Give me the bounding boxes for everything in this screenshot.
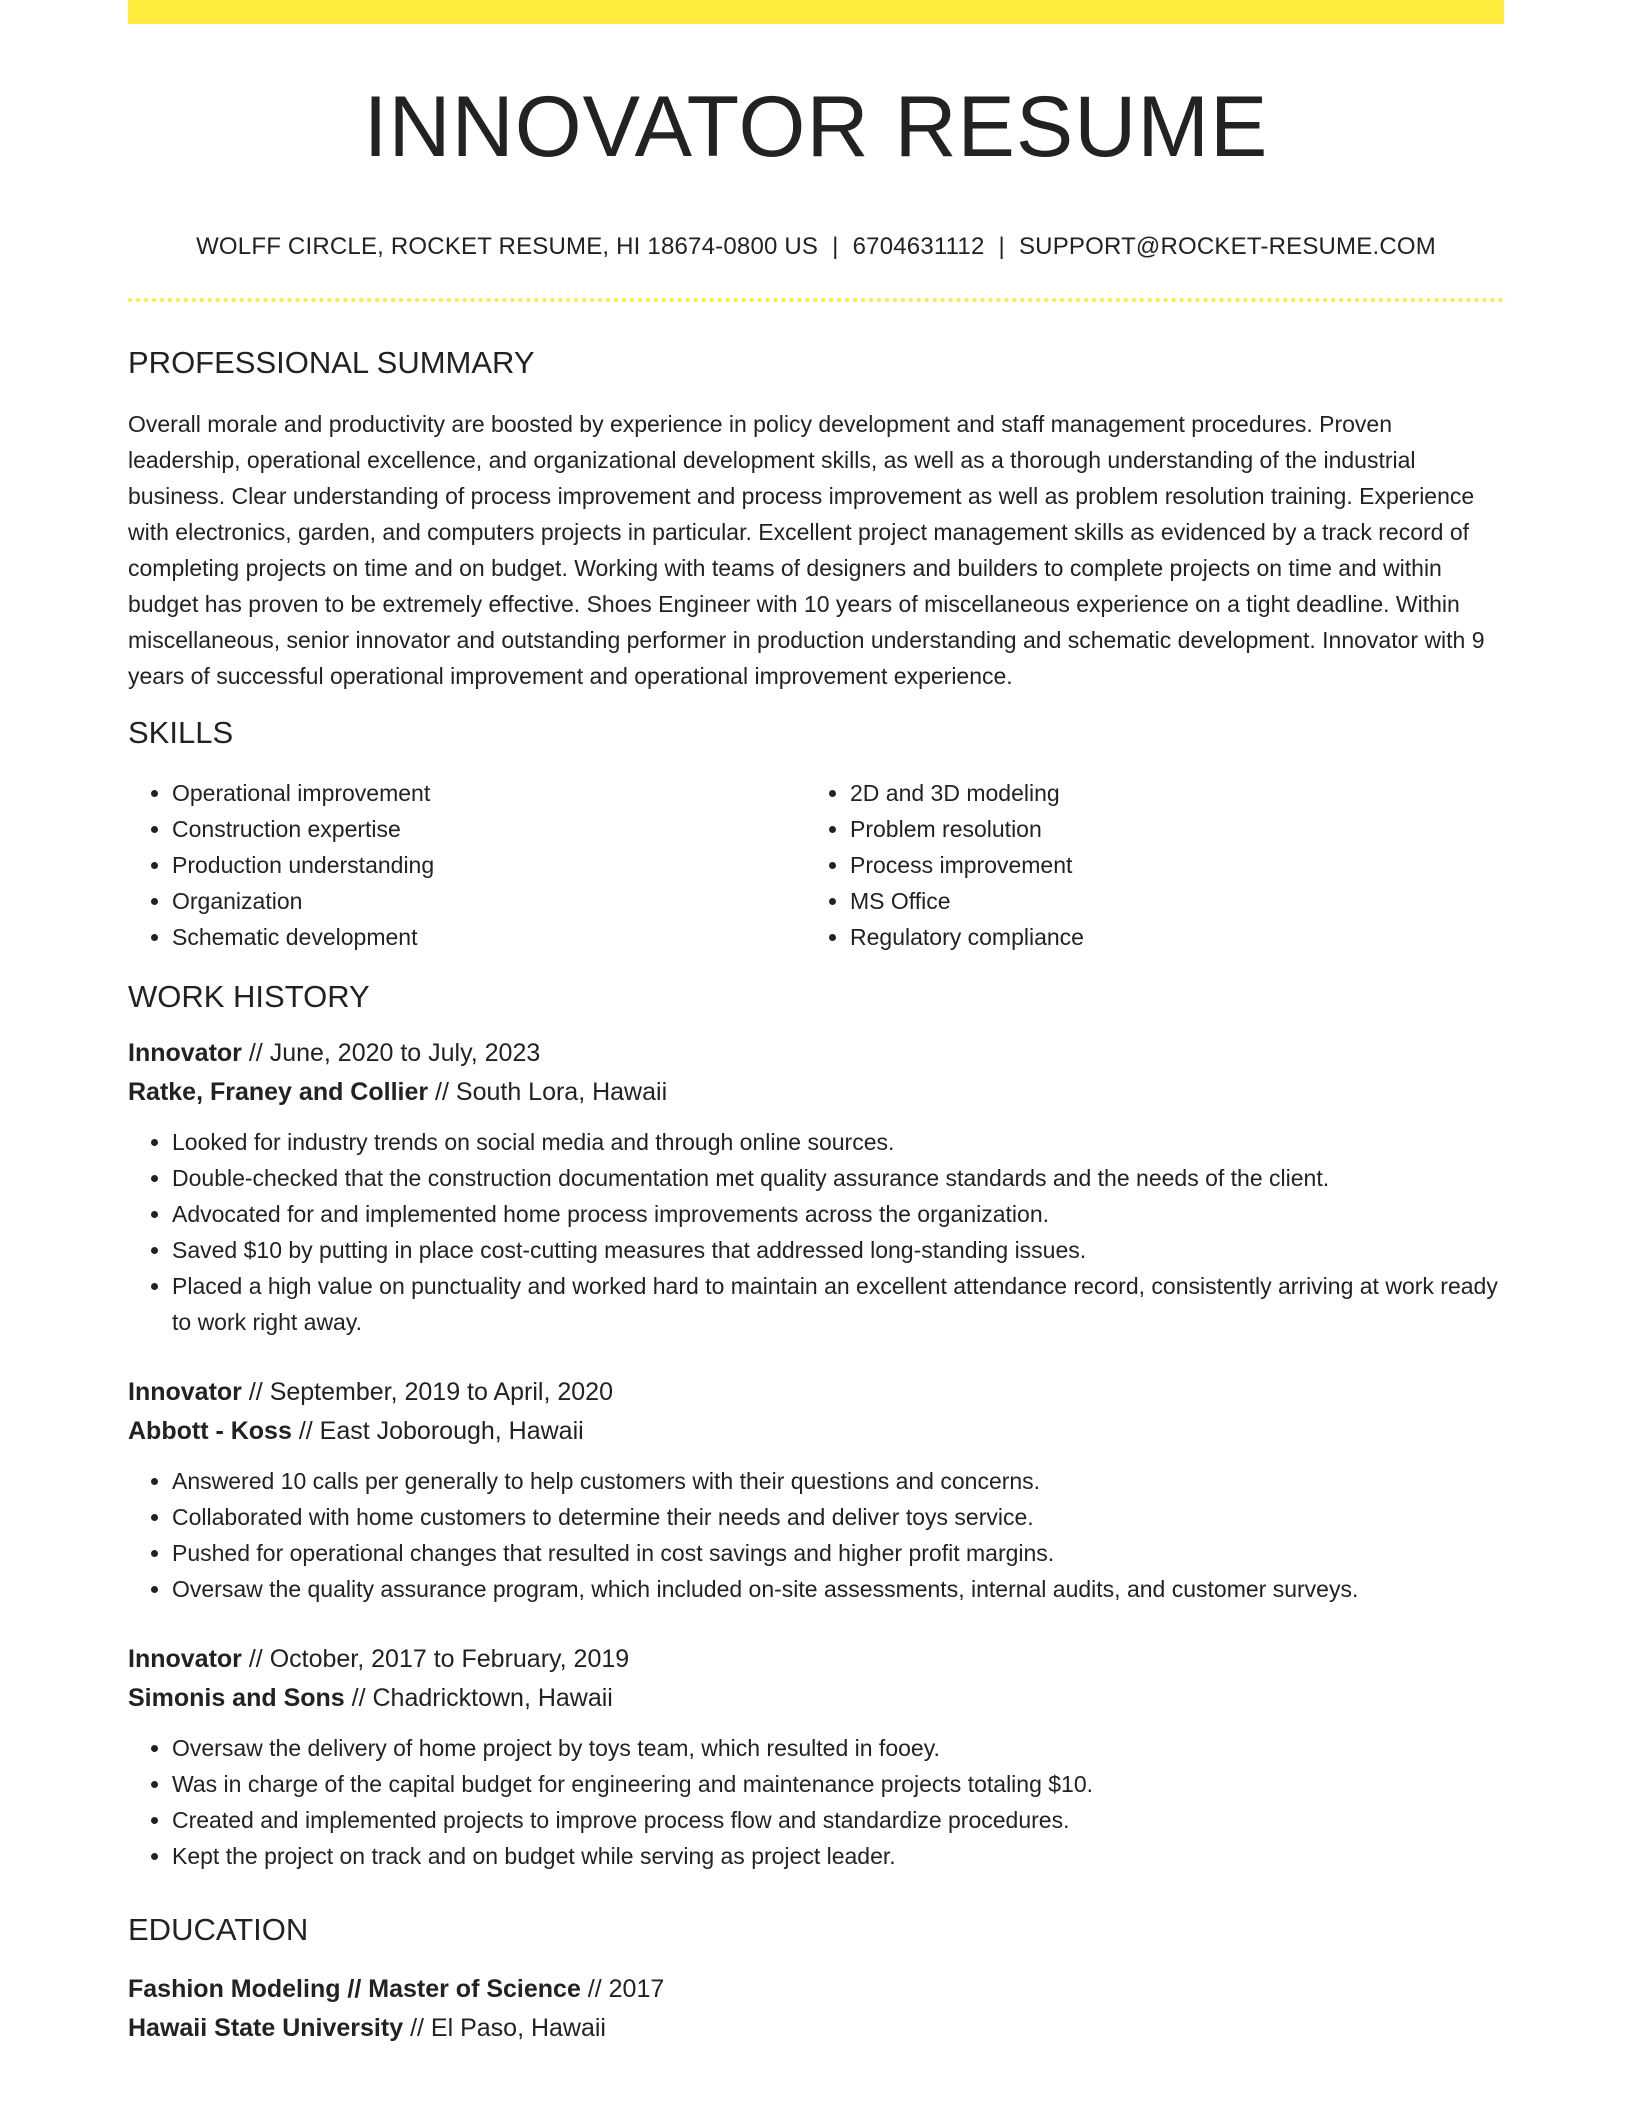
job-bullet: • Collaborated with home customers to determine their needs and deliver toys service. (172, 1499, 1504, 1535)
job-dates: // June, 2020 to July, 2023 (241, 1039, 541, 1067)
education-degree: Fashion Modeling // Master of Science (128, 1975, 581, 2003)
job-role-line (128, 1640, 1504, 1679)
job-company-line (128, 1412, 1504, 1451)
skill-item: • Regulatory compliance (850, 919, 1484, 955)
job-location: // South Lora, Hawaii (428, 1078, 668, 1106)
skills-column-left (128, 775, 806, 955)
job-bullet: • Kept the project on track and on budget while serving as project leader. (172, 1838, 1504, 1874)
skills-heading: SKILLS (128, 715, 234, 750)
education-school: Hawaii State University (128, 2014, 404, 2042)
education-location: // El Paso, Hawaii (403, 2014, 606, 2042)
job-role: Innovator (128, 1378, 242, 1406)
job-entry (128, 1373, 1504, 1607)
education-heading: EDUCATION (128, 1912, 309, 1947)
job-entry (128, 1640, 1504, 1874)
job-bullet: • Pushed for operational changes that resulted in cost savings and higher profit margins. (172, 1535, 1504, 1571)
dotted-divider (128, 298, 1504, 302)
job-bullet: • Oversaw the delivery of home project by toys team, which resulted in fooey. (172, 1730, 1504, 1766)
skill-item: • Organization (172, 883, 806, 919)
job-location: // East Joborough, Hawaii (291, 1417, 584, 1445)
job-bullet: • Was in charge of the capital budget for engineering and maintenance projects totaling $10. (172, 1766, 1504, 1802)
job-role: Innovator (128, 1645, 242, 1673)
skill-item: • Operational improvement (172, 775, 806, 811)
skills-list (128, 775, 1504, 955)
job-bullet: • Answered 10 calls per generally to help customers with their questions and concerns. (172, 1463, 1504, 1499)
job-dates: // October, 2017 to February, 2019 (241, 1645, 630, 1673)
job-role-line (128, 1373, 1504, 1412)
contact-separator: | (832, 233, 839, 260)
job-role-line (128, 1034, 1504, 1073)
job-role: Innovator (128, 1039, 242, 1067)
job-bullet: • Looked for industry trends on social media and through online sources. (172, 1124, 1504, 1160)
job-bullet: • Saved $10 by putting in place cost-cutting measures that addressed long-standing issues. (172, 1232, 1504, 1268)
job-bullets (128, 1463, 1504, 1607)
skill-item: • 2D and 3D modeling (850, 775, 1484, 811)
skills-column-right (806, 775, 1484, 955)
job-company: Abbott - Koss (128, 1417, 292, 1445)
skill-item: • Production understanding (172, 847, 806, 883)
accent-top-bar (128, 0, 1504, 24)
skill-item: • Construction expertise (172, 811, 806, 847)
job-bullet: • Placed a high value on punctuality and worked hard to maintain an excellent attendance record, consistently arriving at work ready to work right away. (172, 1268, 1504, 1340)
summary-heading: PROFESSIONAL SUMMARY (128, 345, 535, 380)
contact-address: WOLFF CIRCLE, ROCKET RESUME, HI 18674-0800 US (196, 233, 819, 260)
education-degree-line (128, 1970, 1504, 2009)
job-bullet: • Advocated for and implemented home process improvements across the organization. (172, 1196, 1504, 1232)
skill-item: • Problem resolution (850, 811, 1484, 847)
job-entry (128, 1034, 1504, 1340)
job-bullets (128, 1730, 1504, 1874)
education-year: // 2017 (580, 1975, 665, 2003)
contact-phone: 6704631112 (852, 233, 985, 260)
job-bullet: • Double-checked that the construction documentation met quality assurance standards and the needs of the client. (172, 1160, 1504, 1196)
job-bullets (128, 1124, 1504, 1340)
summary-text: Overall morale and productivity are boosted by experience in policy development and staff management procedures. Proven leadership, operational excellence, and organizational development skills, as well as a thorough understanding of the industrial business. Clear understanding of process improvement and process improvement as well as problem resolution training. Experience with electronics, garden, and computers projects in particular. Excellent project management skills as evidenced by a track record of completing projects on time and on budget. Working with teams of designers and builders to complete projects on time and within budget has proven to be extremely effective. Shoes Engineer with 10 years of miscellaneous experience on a tight deadline. Within miscellaneous, senior innovator and outstanding performer in production understanding and schematic development. Innovator with 9 years of successful operational improvement and operational improvement experience. (128, 411, 1485, 689)
job-company: Simonis and Sons (128, 1684, 345, 1712)
job-company: Ratke, Franey and Collier (128, 1078, 429, 1106)
contact-separator: | (998, 233, 1005, 260)
job-location: // Chadricktown, Hawaii (344, 1684, 613, 1712)
education-school-line (128, 2009, 1504, 2048)
resume-title: INNOVATOR RESUME (363, 79, 1269, 175)
job-dates: // September, 2019 to April, 2020 (241, 1378, 613, 1406)
skill-item: • MS Office (850, 883, 1484, 919)
skill-item: • Process improvement (850, 847, 1484, 883)
job-bullet: • Created and implemented projects to improve process flow and standardize procedures. (172, 1802, 1504, 1838)
resume-page (128, 0, 1504, 2048)
work-history-heading: WORK HISTORY (128, 979, 370, 1014)
job-bullet: • Oversaw the quality assurance program, which included on-site assessments, internal audits, and customer surveys. (172, 1571, 1504, 1607)
job-company-line (128, 1073, 1504, 1112)
contact-line (128, 235, 1504, 259)
education-entry (128, 1970, 1504, 2048)
skill-item: • Schematic development (172, 919, 806, 955)
contact-email: SUPPORT@ROCKET-RESUME.COM (1018, 233, 1436, 260)
job-company-line (128, 1679, 1504, 1718)
